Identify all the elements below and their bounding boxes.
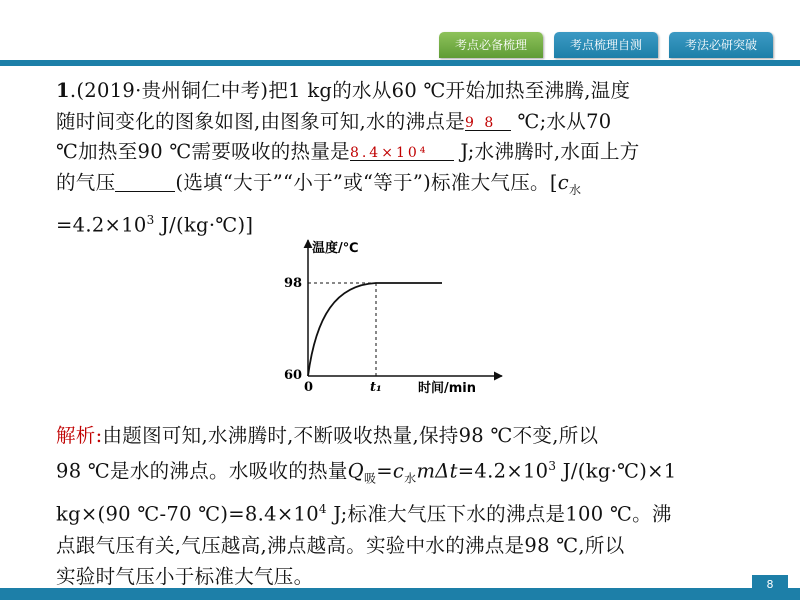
m-symbol: m <box>416 459 436 483</box>
answer-blank-1-text: 9 8 <box>465 114 497 131</box>
answer-blank-2-text: 8.4×10⁴ <box>349 145 429 161</box>
tab-kaodian-bibei-shuli[interactable]: 考点必备梳理 <box>439 32 543 58</box>
answer-line2-tail: J/(kg·℃)×1 <box>556 459 677 483</box>
answer-explanation <box>56 420 746 592</box>
equals-sign: = <box>376 459 393 483</box>
question-number: 1 <box>56 79 70 102</box>
x-tick-t1: t₁ <box>370 380 382 395</box>
temperature-time-chart <box>280 236 510 396</box>
question-line3-tail: J;水沸腾时,水面上方 <box>453 140 640 163</box>
temperature-curve <box>308 283 442 376</box>
answer-blank-2 <box>350 140 454 161</box>
answer-exponent-3: 3 <box>548 459 557 473</box>
top-banner <box>0 0 800 60</box>
c-subscript: 水 <box>568 182 582 197</box>
question-line3: ℃加热至90 ℃需要吸收的热量是 <box>56 140 350 163</box>
tab-kaofa-biyan-tupo[interactable]: 考法必研突破 <box>669 32 773 58</box>
c-symbol: c <box>557 170 569 194</box>
answer-blank-3 <box>115 171 175 192</box>
y-tick-98: 98 <box>284 276 303 291</box>
question-line4-tail: (选填“大于”“小于”或“等于”)标准大气压。[ <box>175 170 558 194</box>
c-symbol-ans: c <box>392 459 405 483</box>
question-line2-tail: ℃;水从70 <box>511 109 612 133</box>
answer-line4: 点跟气压有关,气压越高,沸点越高。实验中水的沸点是98 ℃,所以 <box>56 533 625 557</box>
header-stripe <box>0 60 800 66</box>
exponent-3: 3 <box>146 212 155 227</box>
answer-line3: kg×(90 ℃-70 ℃)=8.4×10 <box>56 502 319 526</box>
c-subscript-ans: 水 <box>404 471 417 486</box>
y-tick-60: 60 <box>284 368 303 383</box>
answer-exponent-4: 4 <box>318 502 327 517</box>
q-subscript: 吸 <box>363 471 377 486</box>
answer-label: 解析: <box>56 424 103 447</box>
tab-kaodian-shuli-zice[interactable]: 考点梳理自测 <box>554 32 658 58</box>
answer-blank-1 <box>465 110 511 131</box>
page-number: 8 <box>752 575 788 595</box>
footer-bar <box>0 588 800 600</box>
answer-line1: 由题图可知,水沸腾时,不断吸收热量,保持98 ℃不变,所以 <box>102 424 599 447</box>
x-axis-label: 时间/min <box>418 381 477 396</box>
answer-line2-calc: =4.2×10 <box>457 459 549 483</box>
answer-line2: 98 ℃是水的沸点。水吸收的热量 <box>56 459 348 483</box>
question-text <box>56 76 746 241</box>
question-line5-tail: J/(kg·℃)] <box>154 213 254 237</box>
question-line1: .(2019·贵州铜仁中考)把1 kg的水从60 ℃开始加热至沸腾,温度 <box>69 79 631 102</box>
x-tick-0: 0 <box>304 380 314 395</box>
question-line4: 的气压 <box>56 170 116 194</box>
answer-line3-tail: J;标准大气压下水的沸点是100 ℃。沸 <box>326 502 672 526</box>
y-axis-label: 温度/℃ <box>312 241 359 256</box>
answer-line5: 实验时气压小于标准大气压。 <box>56 564 314 588</box>
question-line5: =4.2×10 <box>56 213 147 237</box>
question-line2: 随时间变化的图象如图,由图象可知,水的沸点是 <box>56 109 465 133</box>
delta-t-symbol: Δt <box>435 459 458 483</box>
q-symbol: Q <box>347 459 364 483</box>
